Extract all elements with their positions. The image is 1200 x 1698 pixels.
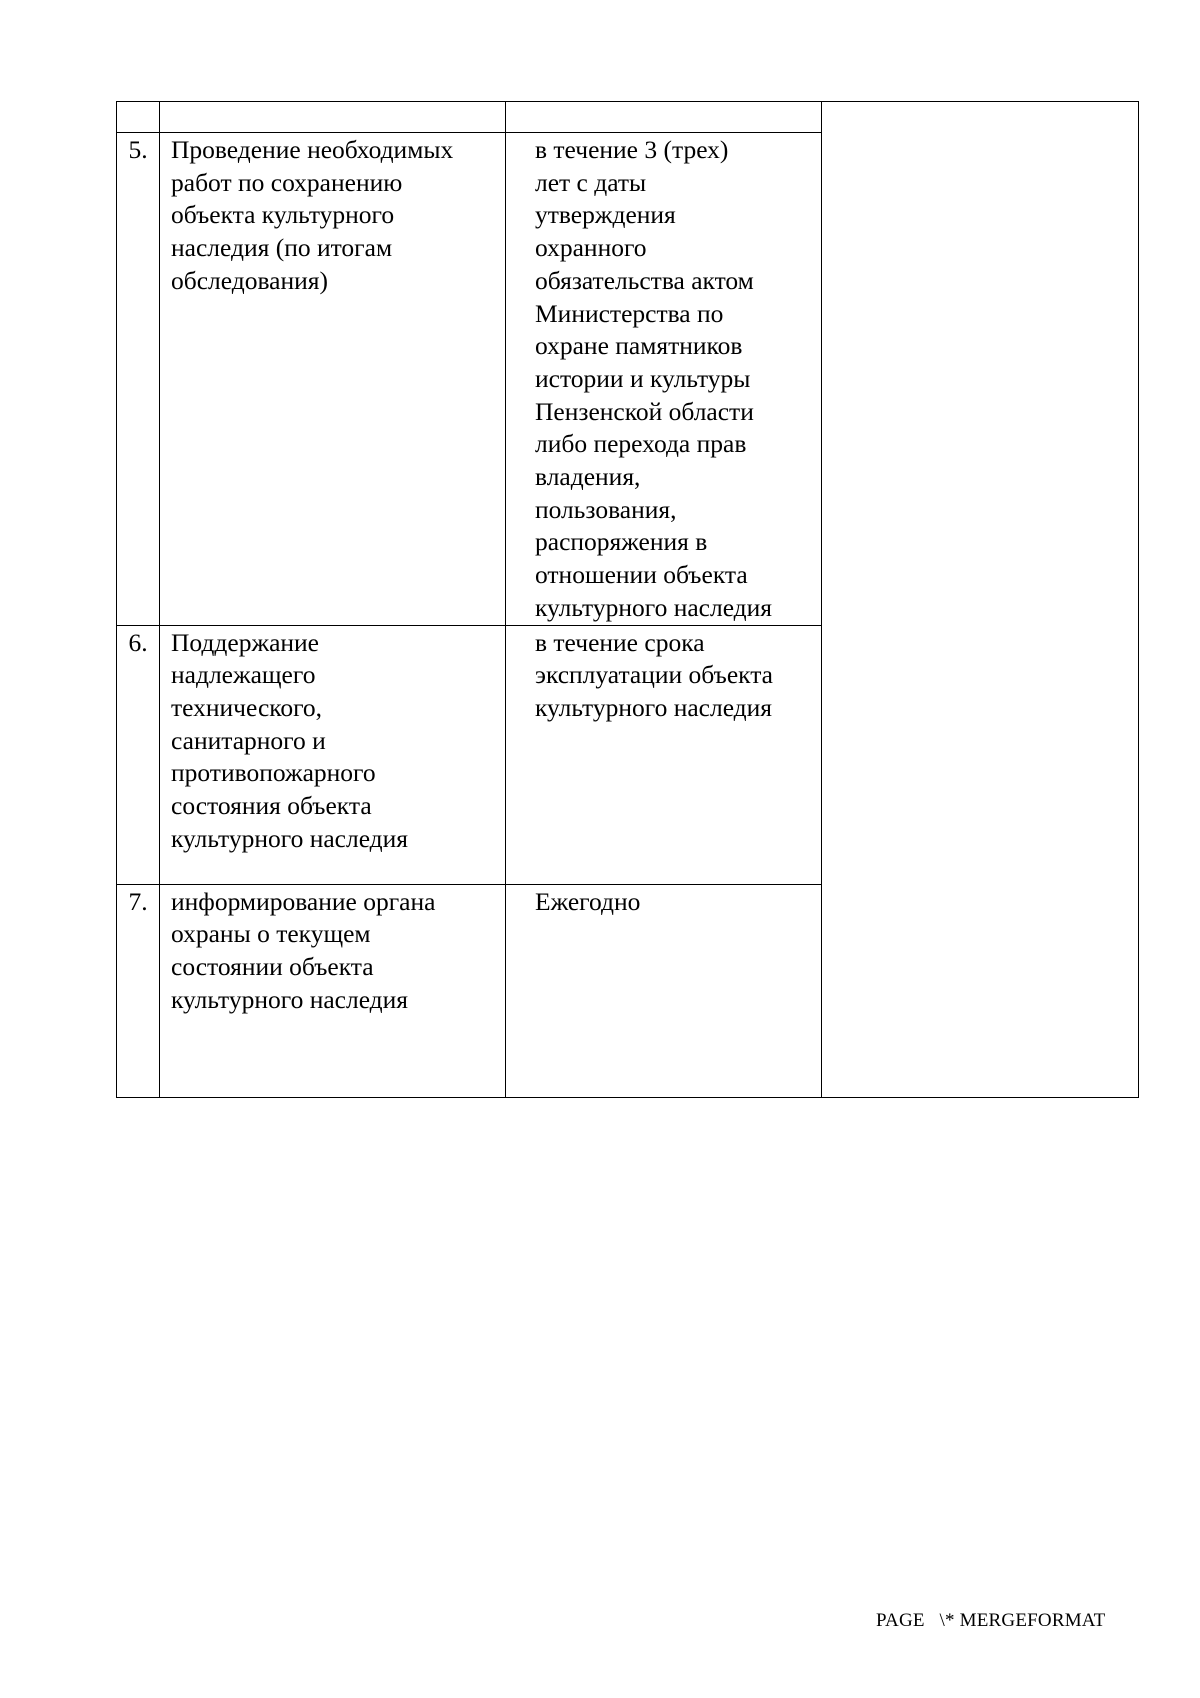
deadline-text (506, 885, 821, 919)
text-line: истории и культуры (535, 363, 751, 393)
row-number-cell (117, 884, 160, 1097)
deadline-text (506, 626, 821, 725)
text-line: наследия (по итогам (171, 233, 393, 263)
work-description-cell (160, 625, 506, 884)
row-number-cell (117, 625, 160, 884)
row-number: 6. (128, 627, 148, 657)
text-line: Поддержание (171, 627, 319, 657)
obligations-table (116, 101, 1139, 1098)
text-line: владения, (535, 462, 641, 492)
text-line: противопожарного (171, 758, 376, 788)
text-line: либо перехода прав (535, 429, 747, 459)
text-line: надлежащего (171, 660, 316, 690)
header-cell-desc (160, 102, 506, 133)
deadline-cell (506, 884, 822, 1097)
merged-notes-cell (822, 102, 1139, 1098)
work-description-cell (160, 133, 506, 626)
row-number: 5. (128, 135, 148, 164)
work-description (160, 626, 505, 856)
text-line: Министерства по (535, 298, 724, 328)
text-line: охране памятников (535, 331, 743, 361)
text-line: охраны о текущем (171, 919, 371, 949)
text-line: распоряжения в (535, 527, 708, 557)
header-cell-term (506, 102, 822, 133)
header-cell-num (117, 102, 160, 133)
page-footer-field: PAGE \* MERGEFORMAT (876, 1610, 1106, 1631)
text-line: в течение 3 (трех) (535, 135, 729, 164)
text-line: Проведение необходимых (171, 135, 454, 164)
text-line: культурного наследия (535, 692, 773, 722)
text-line: технического, (171, 692, 323, 722)
text-line: культурного наследия (535, 592, 773, 622)
text-line: состоянии объекта (171, 951, 374, 981)
text-line: лет с даты (535, 167, 647, 197)
text-line: обязательства актом (535, 265, 754, 295)
deadline-cell (506, 133, 822, 626)
text-line: санитарного и (171, 725, 326, 755)
text-line: отношении объекта (535, 560, 748, 590)
work-description (160, 885, 505, 1017)
text-line: эксплуатации объекта (535, 660, 773, 690)
work-description (160, 133, 505, 298)
text-line: Пензенской области (535, 396, 754, 426)
text-line: объекта культурного (171, 200, 395, 230)
text-line: охранного (535, 233, 647, 263)
table-header-row (117, 102, 1139, 133)
text-line: утверждения (535, 200, 676, 230)
text-line: состояния объекта (171, 791, 372, 821)
text-line: культурного наследия (171, 984, 409, 1014)
text-line: обследования) (171, 265, 329, 295)
deadline-text (506, 133, 821, 625)
text-line: в течение срока (535, 627, 705, 657)
text-line: пользования, (535, 494, 677, 524)
row-number: 7. (128, 886, 148, 916)
text-line: культурного наследия (171, 823, 409, 853)
text-line: информирование органа (171, 886, 436, 916)
row-number-cell (117, 133, 160, 626)
deadline-cell (506, 625, 822, 884)
work-description-cell (160, 884, 506, 1097)
text-line: Ежегодно (535, 886, 641, 916)
text-line: работ по сохранению (171, 167, 403, 197)
